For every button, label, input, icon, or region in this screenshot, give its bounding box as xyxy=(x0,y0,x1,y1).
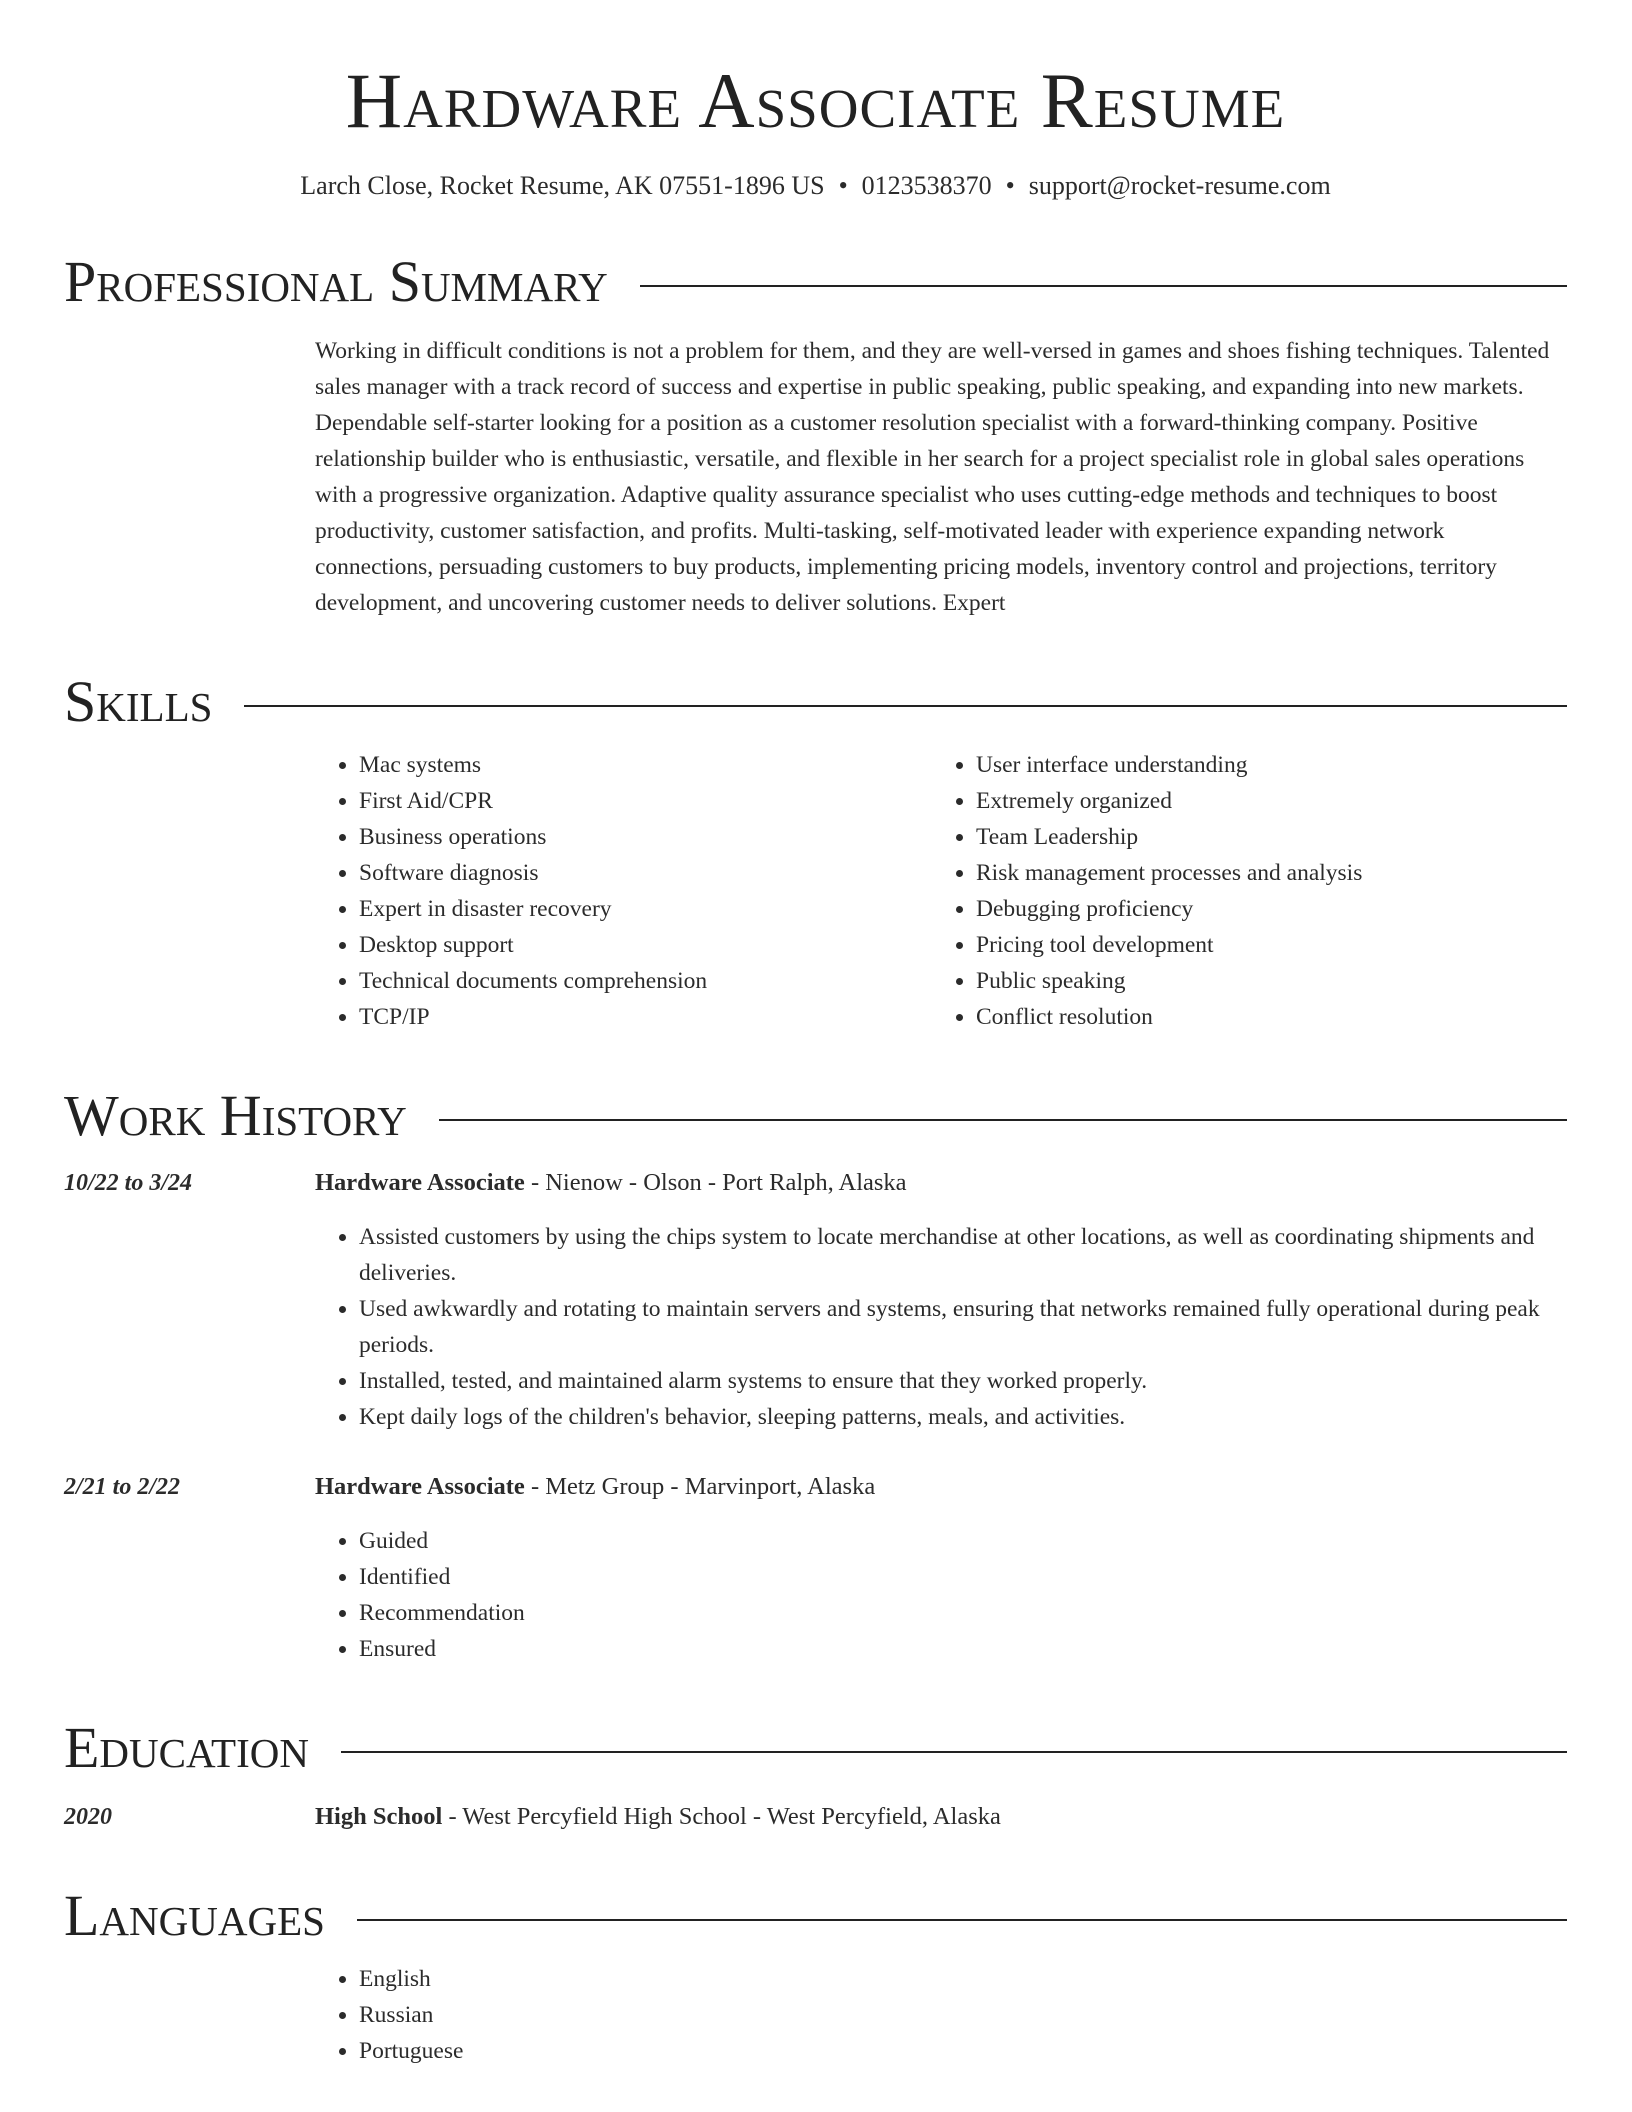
languages-section-header xyxy=(64,1883,1567,1949)
job-entry xyxy=(64,1165,1567,1435)
skill-item: • Technical documents comprehension xyxy=(359,963,932,999)
skill-item: • Risk management processes and analysis xyxy=(976,855,1549,891)
skill-item: • Software diagnosis xyxy=(359,855,932,891)
skill-item: • Conflict resolution xyxy=(976,999,1549,1035)
section-divider xyxy=(640,285,1567,287)
resume-page xyxy=(64,0,1567,2069)
skill-item: • Business operations xyxy=(359,819,932,855)
job-role: Hardware Associate xyxy=(315,1473,525,1501)
education-section-header xyxy=(64,1715,1567,1781)
skill-item: • Desktop support xyxy=(359,927,932,963)
contact-email: support@rocket-resume.com xyxy=(1028,171,1331,200)
education-heading: Education xyxy=(64,1715,309,1781)
contact-address: Larch Close, Rocket Resume, AK 07551-1896 US xyxy=(300,171,825,200)
skill-item: • Debugging proficiency xyxy=(976,891,1549,927)
job-bullet: • Installed, tested, and maintained alarm systems to ensure that they worked properly. xyxy=(359,1363,1567,1399)
section-divider xyxy=(244,705,1567,707)
skills-column-left xyxy=(315,747,932,1035)
skill-item: • Expert in disaster recovery xyxy=(359,891,932,927)
job-dates: 10/22 to 3/24 xyxy=(64,1170,193,1197)
contact-separator: • xyxy=(838,171,848,200)
summary-text: Working in difficult conditions is not a problem for them, and they are well-versed in games and shoes fishing techniques. Talented sales manager with a track record of success and expertise in public speaking, public speaking, and expanding into new markets. Dependable self-starter looking for a position as a customer resolution specialist with a forward-thinking company. Positive relationship builder who is enthusiastic, versatile, and flexible in her search for a project specialist role in global sales operations with a progressive organization. Adaptive quality assurance specialist who uses cutting-edge methods and techniques to boost productivity, customer satisfaction, and profits. Multi-tasking, self-motivated leader with experience expanding network connections, persuading customers to buy products, implementing pricing models, inventory control and projections, territory development, and uncovering customer needs to deliver solutions. Expert xyxy=(315,338,1550,617)
job-bullet: • Recommendation xyxy=(359,1595,1567,1631)
language-item: • Portuguese xyxy=(359,2033,1567,2069)
job-dates: 2/21 to 2/22 xyxy=(64,1474,181,1501)
skills-column-right xyxy=(932,747,1549,1035)
languages-list xyxy=(315,1961,1567,2069)
skill-item: • TCP/IP xyxy=(359,999,932,1035)
job-heading xyxy=(315,1165,1567,1201)
skill-item: • Mac systems xyxy=(359,747,932,783)
skill-item: • Public speaking xyxy=(976,963,1549,999)
skill-item: • Pricing tool development xyxy=(976,927,1549,963)
job-bullet: • Kept daily logs of the children's behavior, sleeping patterns, meals, and activities. xyxy=(359,1399,1567,1435)
job-bullet: • Assisted customers by using the chips system to locate merchandise at other locations, as well as coordinating shipments and deliveries. xyxy=(359,1219,1567,1291)
job-entry xyxy=(64,1469,1567,1667)
job-heading xyxy=(315,1469,1567,1505)
skill-item: • First Aid/CPR xyxy=(359,783,932,819)
contact-phone: 0123538370 xyxy=(861,171,992,200)
skill-item: • User interface understanding xyxy=(976,747,1549,783)
skills-grid xyxy=(315,747,1567,1035)
language-item: • English xyxy=(359,1961,1567,1997)
education-heading-line xyxy=(315,1799,1001,1835)
summary-heading: Professional Summary xyxy=(64,249,608,315)
job-bullet: • Ensured xyxy=(359,1631,1567,1667)
contact-separator: • xyxy=(1005,171,1015,200)
education-degree: High School xyxy=(315,1803,443,1831)
job-detail: - Metz Group - Marvinport, Alaska xyxy=(524,1473,876,1501)
resume-title: Hardware Associate Resume xyxy=(345,57,1286,144)
skill-item: • Extremely organized xyxy=(976,783,1549,819)
job-role: Hardware Associate xyxy=(315,1169,525,1197)
skills-heading: Skills xyxy=(64,669,213,735)
work-heading: Work History xyxy=(64,1083,407,1149)
skills-section-header xyxy=(64,669,1567,735)
job-bullet: • Guided xyxy=(359,1523,1567,1559)
education-detail: - West Percyfield High School - West Percyfield, Alaska xyxy=(442,1803,1001,1831)
skill-item: • Team Leadership xyxy=(976,819,1549,855)
language-item: • Russian xyxy=(359,1997,1567,2033)
section-divider xyxy=(341,1751,1567,1753)
summary-section-header xyxy=(64,249,1567,315)
job-bullet: • Used awkwardly and rotating to maintain servers and systems, ensuring that networks remained fully operational during peak periods. xyxy=(359,1291,1567,1363)
contact-line xyxy=(64,170,1567,201)
section-divider xyxy=(439,1119,1567,1121)
section-divider xyxy=(357,1919,1567,1921)
education-year: 2020 xyxy=(64,1804,112,1831)
work-section-header xyxy=(64,1083,1567,1149)
languages-heading: Languages xyxy=(64,1883,325,1949)
job-bullet: • Identified xyxy=(359,1559,1567,1595)
education-entry xyxy=(64,1799,1567,1835)
job-detail: - Nienow - Olson - Port Ralph, Alaska xyxy=(524,1169,907,1197)
